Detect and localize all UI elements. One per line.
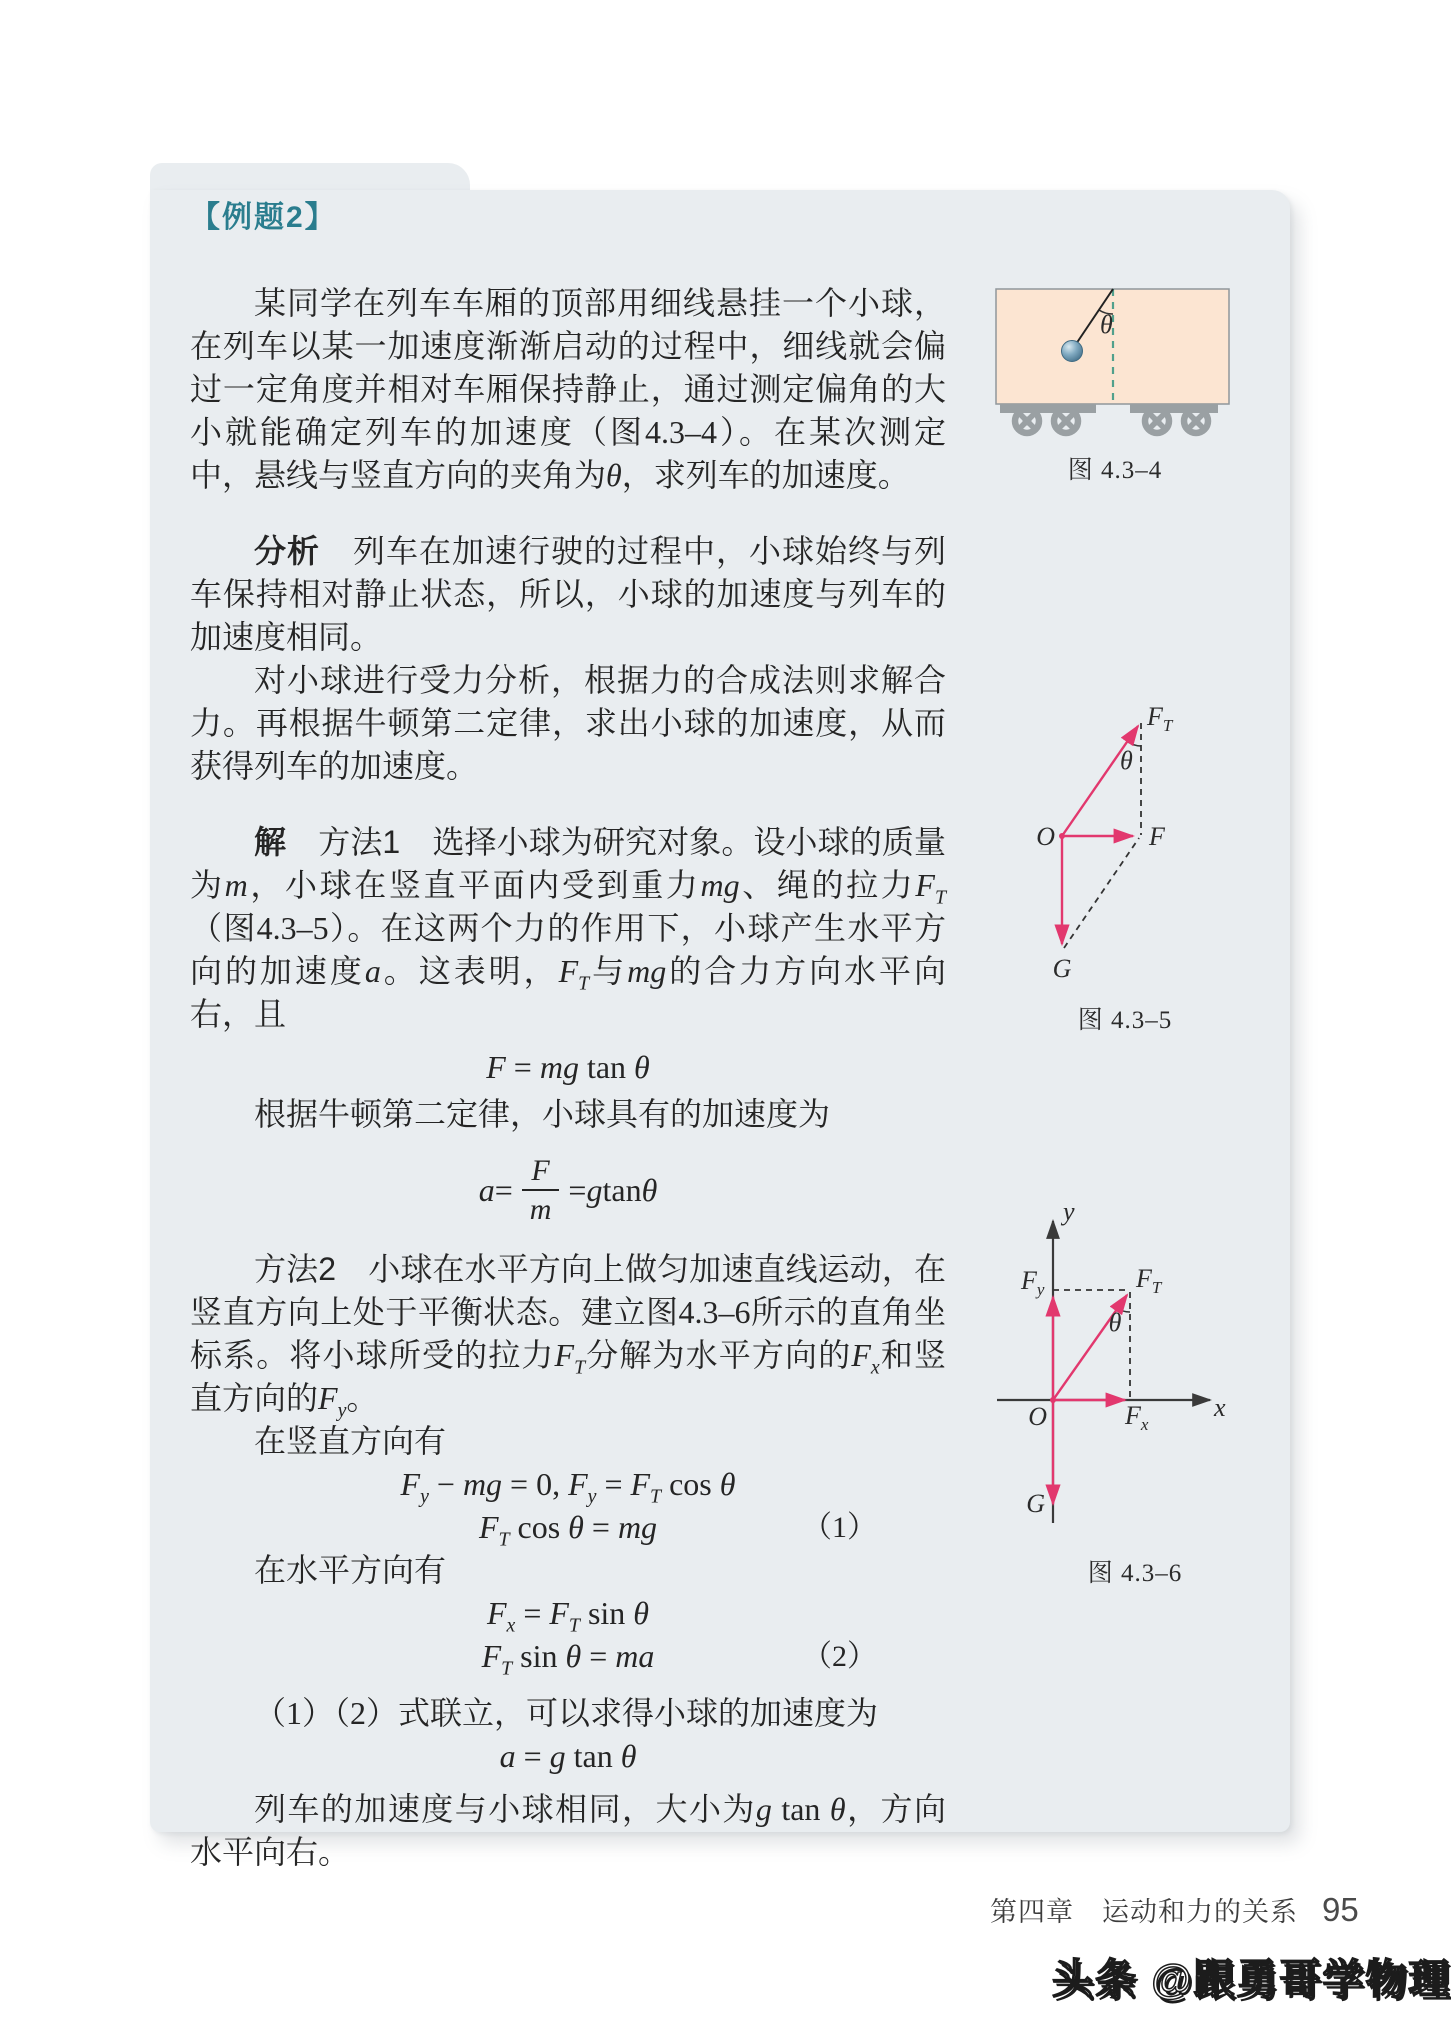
equation-number-1: （1） [802, 1511, 877, 1544]
chapter-label: 第四章 运动和力的关系 [990, 1897, 1298, 1927]
force-diagram-svg [1005, 695, 1245, 987]
example-card [150, 190, 1290, 1870]
analysis-paragraph-2: 对小球进行受力分析，根据力的合成法则求解合力。再根据牛顿第二定律，求出小球的加速度，从而获得列车的加速度。 [190, 662, 946, 784]
figure-caption: 图 4.3–6 [1087, 1560, 1183, 1587]
gravity-label: G [1026, 1489, 1045, 1518]
theta-label: θ [1100, 310, 1113, 339]
x-axis-label: x [1214, 1393, 1226, 1422]
fy-label: $F_y$ [1021, 1266, 1045, 1299]
figure-train [990, 285, 1240, 486]
train-figure-svg [990, 285, 1240, 437]
net-force-label: F [1149, 822, 1165, 851]
analysis-paragraph-1: 分析 列车在加速行驶的过程中，小球始终与列车保持相对静止状态，所以，小球的加速度与列车的加速度相同。 [190, 533, 946, 655]
theta-label: θ [1120, 746, 1133, 775]
fx-label: $F_x$ [1125, 1401, 1149, 1434]
equation-f-mg-tan-theta: F = mg tan θ [486, 1049, 650, 1085]
newton-law-line: 根据牛顿第二定律，小球具有的加速度为 [254, 1096, 831, 1132]
solution-method2-paragraph: 方法2 小球在水平方向上做匀加速直线运动，在竖直方向上处于平衡状态。建立图4.3–6所示的直角坐标系。将小球所受的拉力$F_T$分解为水平方向的$F_x$和竖直方向的$F_y$。 [190, 1251, 946, 1422]
tension-label: $F_T$ [1147, 702, 1173, 735]
equation-number-2: （2） [802, 1640, 877, 1673]
origin-dot [1050, 1397, 1056, 1403]
train-wheels [1000, 404, 1218, 433]
problem-statement: 某同学在列车车厢的顶部用细线悬挂一个小球，在列车以某一加速度渐渐启动的过程中，细线就会偏过一定角度并相对车厢保持静止，通过测定偏角的大小就能确定列车的加速度（图4.3–4）。在某次测定中，悬线与竖直方向的夹角为θ，求列车的加速度。 [190, 285, 946, 493]
equation-ft-cos-body: $F_T$ cos θ = mg [478, 1509, 658, 1551]
figure-coordinate-diagram [985, 1195, 1265, 1589]
y-axis-label: y [1063, 1197, 1075, 1226]
solution-method1-paragraph: 解 方法1 选择小球为研究对象。设小球的质量为m，小球在竖直平面内受到重力mg、绳的拉力$F_T$（图4.3–5）。在这两个力的作用下，小球产生水平方向的加速度a。这表明，$F_T$与mg的合力方向水平向右，且 [190, 824, 946, 1032]
watermark: 头条 @跟勇哥学物理 [1052, 1956, 1451, 2002]
page-footer [990, 1890, 1390, 1929]
equation-ft-cos [190, 1506, 946, 1549]
page-number: 95 [1322, 1891, 1359, 1928]
origin-label: O [1036, 822, 1055, 851]
tension-label: $F_T$ [1136, 1264, 1162, 1297]
example-title: 【例题2】 [190, 201, 337, 234]
origin-label: O [1028, 1402, 1047, 1431]
bogie-bar-left [1000, 404, 1096, 413]
equation-fy-balance: $F_y$ − mg = 0, $F_y = F_T$ cos θ [400, 1466, 736, 1508]
combine-equations-line: （1）（2）式联立，可以求得小球的加速度为 [254, 1695, 879, 1731]
origin-dot [1059, 833, 1065, 839]
conclusion-paragraph: 列车的加速度与小球相同，大小为g tan θ，方向水平向右。 [190, 1791, 946, 1870]
tension-force-arrow [1062, 726, 1138, 836]
gravity-label: G [1052, 954, 1072, 983]
theta-label: θ [1108, 1308, 1122, 1337]
horizontal-direction-line: 在水平方向有 [254, 1552, 447, 1588]
pendulum-ball [1062, 341, 1083, 362]
coordinate-diagram-svg [985, 1195, 1265, 1540]
figure-caption: 图 4.3–5 [1077, 1007, 1173, 1034]
text-column [190, 282, 946, 1874]
figure-caption: 图 4.3–4 [1067, 457, 1163, 484]
equation-ft-sin [190, 1635, 946, 1678]
equation-ft-sin-body: $F_T$ sin θ = ma [481, 1638, 655, 1680]
equation-a-f-over-m: a = $\frac{F}{m}$ = g tan θ [478, 1154, 658, 1226]
equation-fx: $F_x = F_T$ sin θ [486, 1595, 650, 1637]
vertical-direction-line: 在竖直方向有 [254, 1423, 447, 1459]
equation-a-g-tan-theta: a = g tan θ [499, 1738, 637, 1774]
figure-force-diagram [1005, 695, 1245, 1036]
diagonal-dashed-line [1064, 838, 1139, 948]
